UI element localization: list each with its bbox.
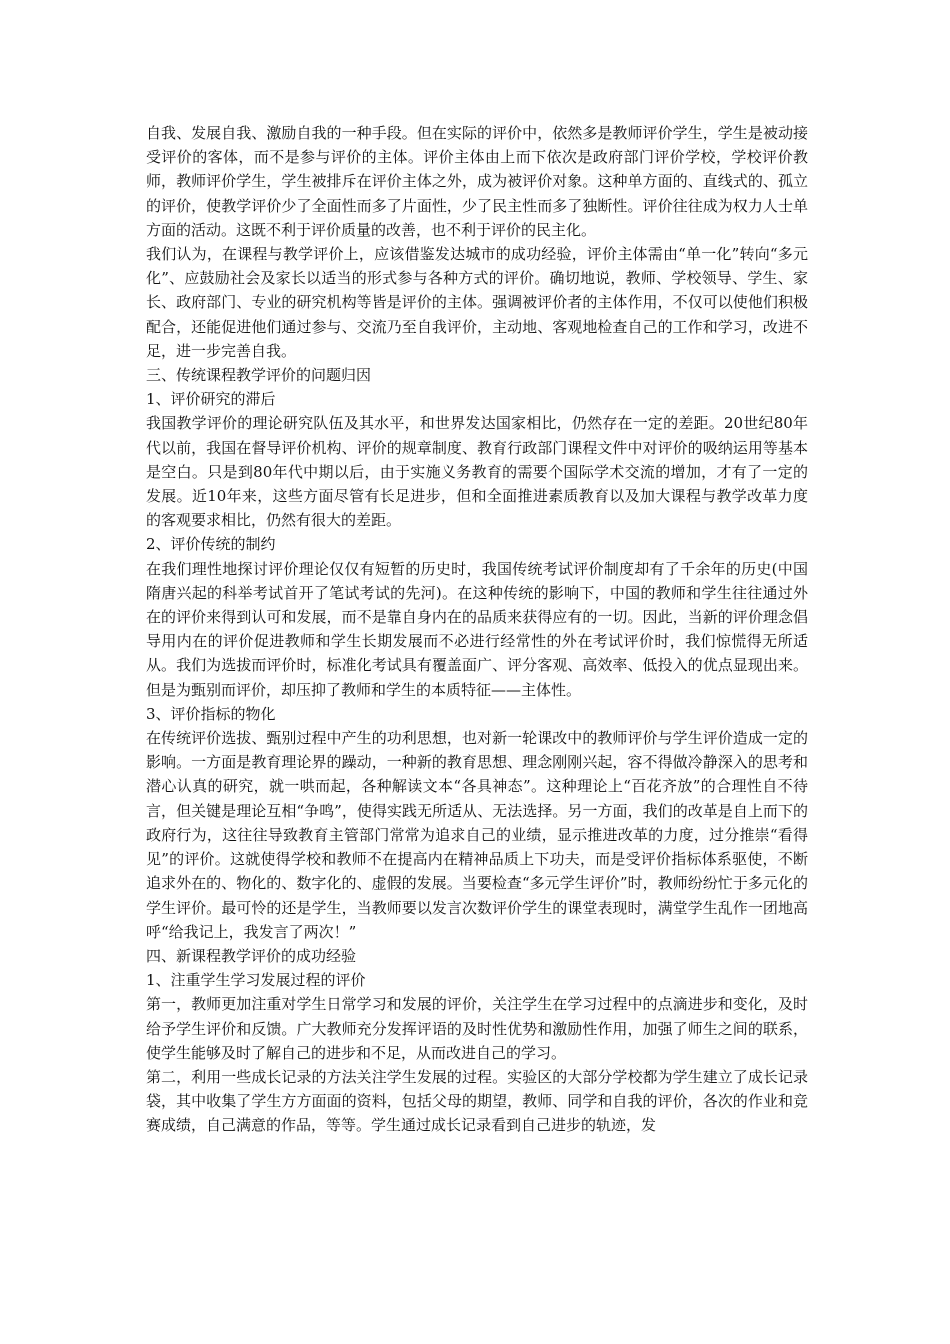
paragraph-tradition: 在我们理性地探讨评价理论仅仅有短暂的历史时，我国传统考试评价制度却有了千余年的历史(中国隋唐兴起的科举考试首开了笔试考试的先河)。在这种传统的影响下，中国的教师和学生往往通过外在的评价来得到认可和发展，而不是靠自身内在的品质来获得应有的一切。因此，当新的评价理念倡导用内在的评价促进教师和学生长期发展而不必进行经常性的外在考试评价时，我们惊慌得无所适从。我们为选拔而评价时，标准化考试具有覆盖面广、评分客观、高效率、低投入的优点显现出来。但是为甄别而评价，却压抑了教师和学生的本质特征——主体性。 xyxy=(146,559,808,699)
section-heading-4: 四、新课程教学评价的成功经验 xyxy=(146,946,357,965)
paragraph-first: 第一，教师更加注重对学生日常学习和发展的评价，关注学生在学习过程中的点滴进步和变化，及时给予学生评价和反馈。广大教师充分发挥评语的及时性优势和激励性作用，加强了师生之间的联系，使学生能够及时了解自己的进步和不足，从而改进自己的学习。 xyxy=(146,995,808,1062)
document-page xyxy=(146,121,808,1138)
subheading-research-lag: 1、评价研究的滞后 xyxy=(146,390,276,409)
subheading-materialization: 3、评价指标的物化 xyxy=(146,704,276,723)
paragraph-materialization: 在传统评价选拔、甄别过程中产生的功利思想，也对新一轮课改中的教师评价与学生评价造成一定的影响。一方面是教育理论界的躁动，一种新的教育思想、理念刚刚兴起，容不得做冷静深入的思考和潜心认真的研究，就一哄而起，各种解读文本“各具神态”。这种理论上“百花齐放”的合理性自不待言，但关键是理论互相“争鸣”，使得实践无所适从、无法选择。另一方面，我们的改革是自上而下的政府行为，这往往导致教育主管部门常常为追求自己的业绩，显示推进改革的力度，过分推崇“看得见”的评价。这就使得学校和教师不在提高内在精神品质上下功夫，而是受评价指标体系驱使，不断追求外在的、物化的、数字化的、虚假的发展。当要检查“多元学生评价”时，教师纷纷忙于多元化的学生评价。最可怜的还是学生，当教师要以发言次数评价学生的课堂表现时，满堂学生乱作一团地高呼“给我记上，我发言了两次！” xyxy=(146,729,808,941)
subheading-process-evaluation: 1、注重学生学习发展过程的评价 xyxy=(146,971,366,990)
subheading-tradition: 2、评价传统的制约 xyxy=(146,535,276,554)
paragraph-multi-subject: 我们认为，在课程与教学评价上，应该借鉴发达城市的成功经验，评价主体需由“单一化”转向“多元化”、应鼓励社会及家长以适当的形式参与各种方式的评价。确切地说，教师、学校领导、学生、家长、政府部门、专业的研究机构等皆是评价的主体。强调被评价者的主体作用，不仅可以使他们积极配合，还能促进他们通过参与、交流乃至自我评价，主动地、客观地检查自己的工作和学习，改进不足，进一步完善自我。 xyxy=(146,245,808,360)
paragraph-second: 第二，利用一些成长记录的方法关注学生发展的过程。实验区的大部分学校都为学生建立了成长记录袋，其中收集了学生方方面面的资料，包括父母的期望，教师、同学和自我的评价，各次的作业和竞赛成绩，自己满意的作品，等等。学生通过成长记录看到自己进步的轨迹，发 xyxy=(146,1067,808,1135)
paragraph-evaluation-subject: 自我、发展自我、激励自我的一种手段。但在实际的评价中，依然多是教师评价学生，学生是被动接受评价的客体，而不是参与评价的主体。评价主体由上而下依次是政府部门评价学校，学校评价教师，教师评价学生，学生被排斥在评价主体之外，成为被评价对象。这种单方面的、直线式的、孤立的评价，使教学评价少了全面性而多了片面性，少了民主性而多了独断性。评价往往成为权力人士单方面的活动。这既不利于评价质量的改善，也不利于评价的民主化。 xyxy=(146,124,808,239)
paragraph-research-lag: 我国教学评价的理论研究队伍及其水平，和世界发达国家相比，仍然存在一定的差距。20世纪80年代以前，我国在督导评价机构、评价的规章制度、教育行政部门课程文件中对评价的吸纳运用等基本是空白。只是到80年代中期以后，由于实施义务教育的需要个国际学术交流的增加，才有了一定的发展。近10年来，这些方面尽管有长足进步，但和全面推进素质教育以及加大课程与教学改革力度的客观要求相比，仍然有很大的差距。 xyxy=(146,414,808,530)
section-heading-3: 三、传统课程教学评价的问题归因 xyxy=(146,366,372,385)
